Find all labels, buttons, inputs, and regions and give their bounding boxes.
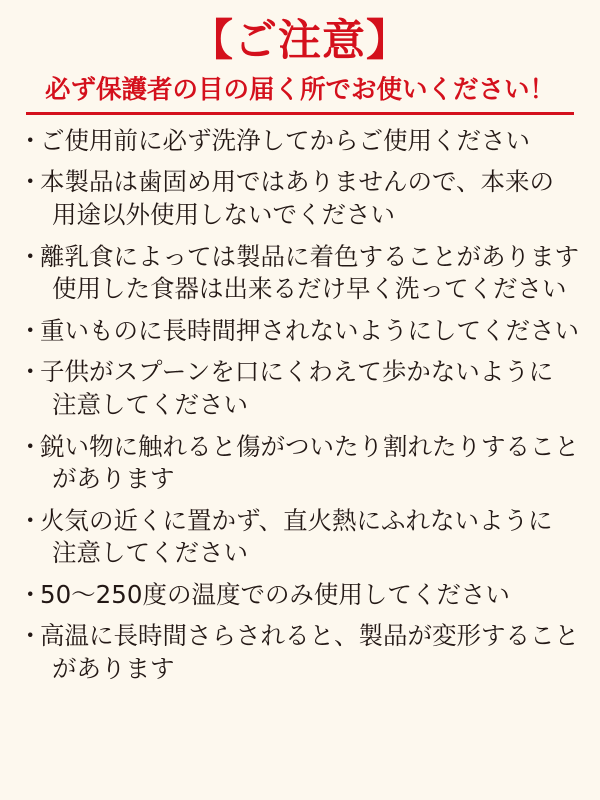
list-item-text — [40, 579, 582, 612]
list-item-line: 使用した食器は出来るだけ早く洗ってください — [52, 274, 567, 304]
bullet-icon: ・ — [18, 315, 43, 345]
list-item — [18, 620, 582, 685]
list-item — [18, 125, 582, 158]
bullet-icon: ・ — [18, 357, 43, 387]
list-item-text — [40, 241, 582, 306]
list-item-line: があります — [52, 464, 175, 494]
list-item-line: 子供がスプーンを口にくわえて歩かないように — [40, 357, 554, 387]
list-item-line: があります — [52, 653, 175, 683]
bullet-icon: ・ — [18, 125, 43, 155]
list-item-line: 離乳食によっては製品に着色することがあります — [40, 241, 579, 271]
list-item-line: 50〜250度の温度でのみ使用してください — [40, 579, 510, 609]
list-item-line: 注意してください — [52, 538, 248, 568]
bullet-icon: ・ — [18, 241, 43, 271]
notice-list — [18, 125, 582, 686]
list-item-text — [40, 125, 582, 158]
list-item-line: 火気の近くに置かず、直火熱にふれないように — [40, 505, 553, 535]
list-item-text — [40, 166, 582, 231]
list-item-line: 注意してください — [52, 389, 248, 419]
list-item-text — [40, 505, 582, 570]
list-item-text — [40, 356, 582, 421]
list-item-line: 本製品は歯固め用ではありませんので、本来の — [40, 167, 555, 197]
page-title: 【ご注意】 — [190, 16, 410, 66]
list-item — [18, 579, 582, 612]
bullet-icon: ・ — [18, 431, 43, 461]
list-item-line: 重いものに長時間押されないようにしてください — [40, 315, 579, 345]
list-item-line: 鋭い物に触れると傷がついたり割れたりすること — [40, 431, 579, 461]
bullet-icon: ・ — [18, 621, 43, 651]
list-item — [18, 241, 582, 306]
list-item-line: ご使用前に必ず洗浄してからご使用ください — [40, 125, 530, 155]
list-item — [18, 356, 582, 421]
bullet-icon: ・ — [18, 579, 43, 609]
list-item — [18, 431, 582, 496]
subtitle-text: 必ず保護者の目の届く所でお使いください！ — [44, 75, 555, 106]
subtitle-block — [26, 75, 574, 115]
list-item-text — [40, 315, 582, 348]
bullet-icon: ・ — [18, 505, 43, 535]
list-item-line: 高温に長時間さらされると、製品が変形すること — [40, 621, 579, 651]
bullet-icon: ・ — [18, 167, 43, 197]
list-item-text — [40, 431, 582, 496]
list-item — [18, 315, 582, 348]
list-item — [18, 505, 582, 570]
list-item — [18, 166, 582, 231]
list-item-text — [40, 620, 582, 685]
list-item-line: 用途以外使用しないでください — [52, 200, 395, 230]
